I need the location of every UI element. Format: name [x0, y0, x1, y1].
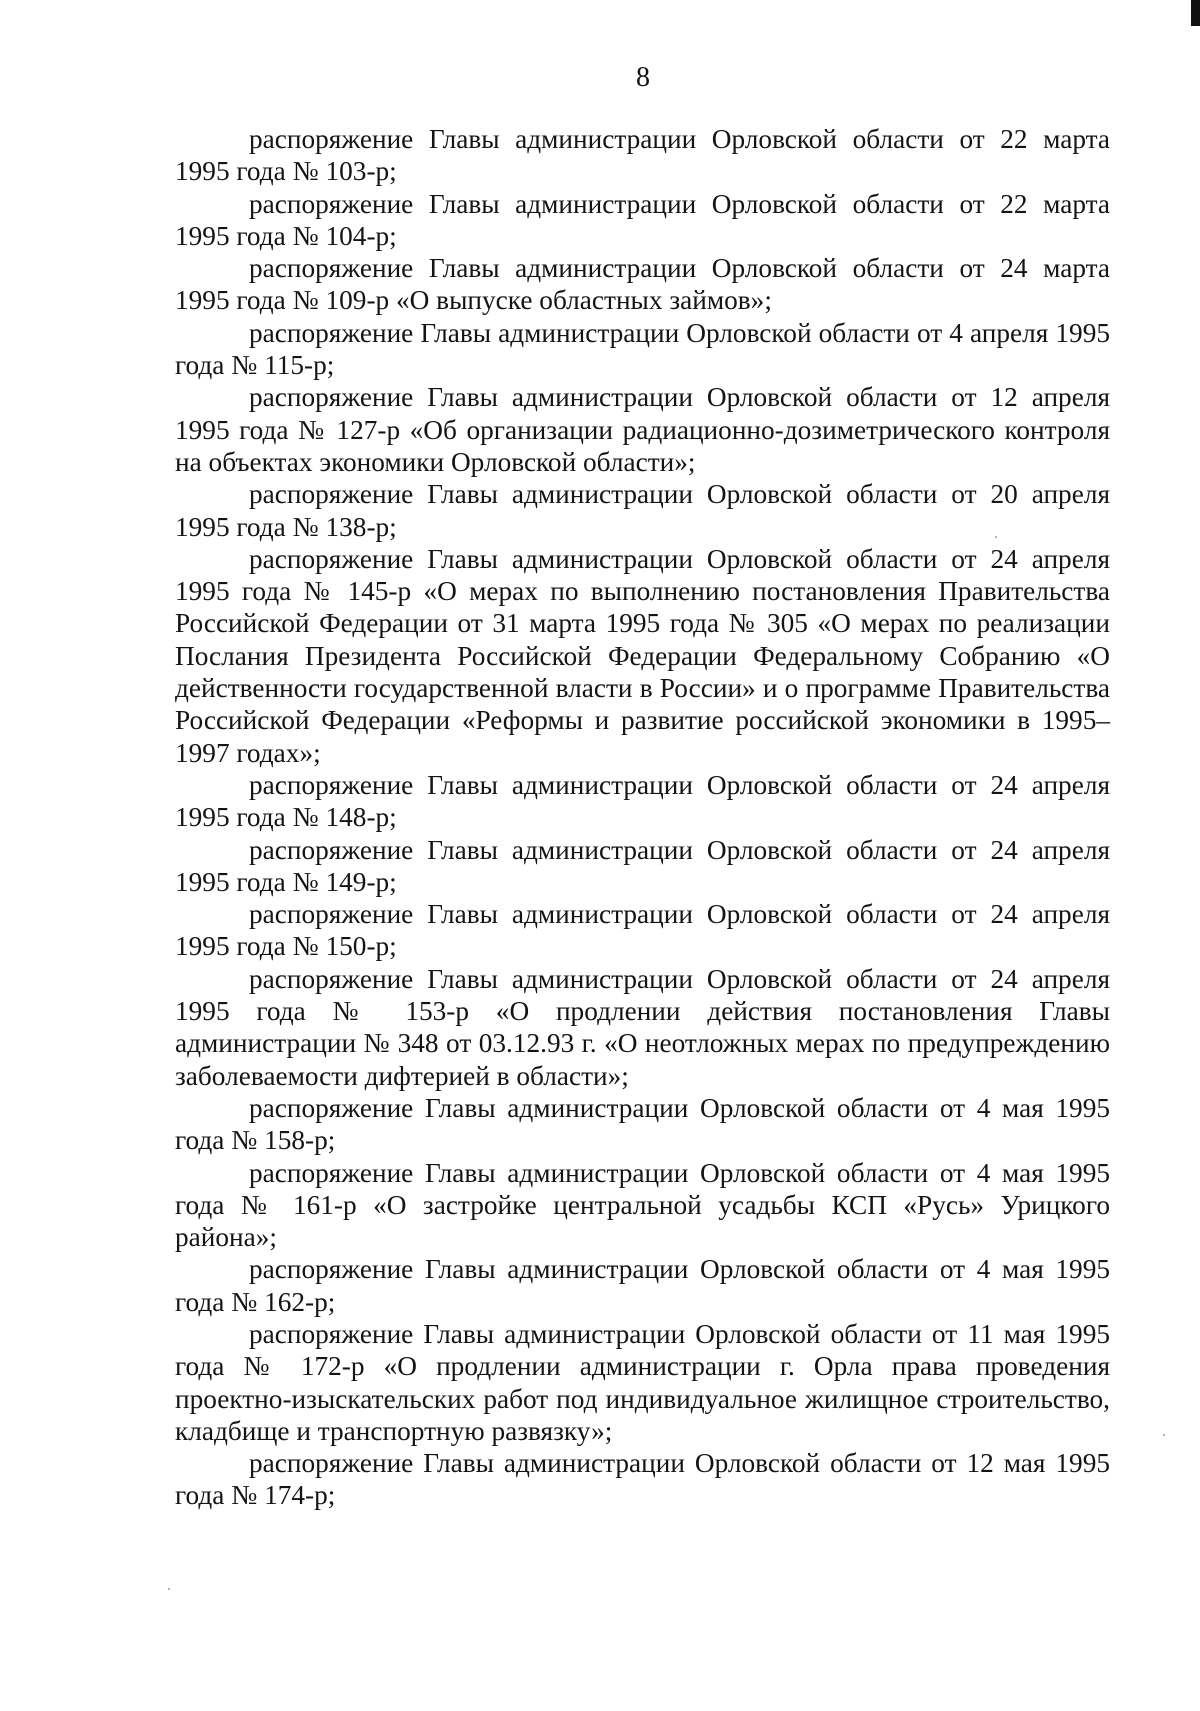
- scan-speck: [995, 536, 997, 538]
- list-item: распоряжение Главы администрации Орловской области от 11 мая 1995 года № 172-р «О продлении администрации г. Орла права проведения проектно-изыскательских работ под индивидуальное жилищное строительство, кладбище и транспортную развязку»;: [175, 1318, 1110, 1446]
- list-item: распоряжение Главы администрации Орловской области от 24 апреля 1995 года № 153-р «О продлении действия постановления Главы администрации № 348 от 03.12.93 г. «О неотложных мерах по предупреждению заболеваемости дифтерией в области»;: [175, 963, 1110, 1091]
- list-item: распоряжение Главы администрации Орловской области от 4 мая 1995 года № 158-р;: [175, 1092, 1110, 1156]
- list-item: распоряжение Главы администрации Орловской области от 4 мая 1995 года № 162-р;: [175, 1254, 1110, 1317]
- list-item: распоряжение Главы администрации Орловской области от 22 марта 1995 года № 103-р;: [175, 124, 1110, 187]
- list-item: распоряжение Главы администрации Орловской области от 4 апреля 1995 года № 115-р;: [175, 317, 1110, 381]
- list-item: распоряжение Главы администрации Орловской области от 4 мая 1995 года № 161-р «О застройке центральной усадьбы КСП «Русь» Урицкого района»;: [175, 1157, 1110, 1253]
- list-item: распоряжение Главы администрации Орловской области от 22 марта 1995 года № 104-р;: [175, 188, 1110, 251]
- list-item: распоряжение Главы администрации Орловской области от 24 апреля 1995 года № 149-р;: [175, 834, 1110, 897]
- list-item: распоряжение Главы администрации Орловской области от 24 апреля 1995 года № 150-р;: [175, 899, 1110, 962]
- scan-speck: [168, 1588, 170, 1590]
- list-item: распоряжение Главы администрации Орловской области от 12 мая 1995 года № 174-р;: [175, 1448, 1110, 1511]
- list-item: распоряжение Главы администрации Орловской области от 20 апреля 1995 года № 138-р;: [175, 479, 1110, 542]
- list-item: распоряжение Главы администрации Орловской области от 12 апреля 1995 года № 127-р «Об организации радиационно-дозиметрического контроля на объектах экономики Орловской области»;: [175, 382, 1110, 477]
- list-item: распоряжение Главы администрации Орловской области от 24 апреля 1995 года № 148-р;: [175, 769, 1110, 833]
- page-number: 8: [636, 62, 650, 93]
- scan-speck: [1163, 1434, 1165, 1436]
- document-body: [175, 123, 1110, 1512]
- list-item: распоряжение Главы администрации Орловской области от 24 марта 1995 года № 109-р «О выпуске областных займов»;: [175, 253, 1110, 316]
- list-item: распоряжение Главы администрации Орловской области от 24 апреля 1995 года № 145-р «О мерах по выполнению постановления Правительства Российской Федерации от 31 марта 1995 года № 305 «О мерах по реализации Послания Президента Российской Федерации Федеральному Собранию «О действенности государственной власти в России» и о программе Правительства Российской Федерации «Реформы и развитие российской экономики в 1995–1997 годах»;: [175, 543, 1110, 768]
- scan-edge-mark: [1191, 0, 1200, 26]
